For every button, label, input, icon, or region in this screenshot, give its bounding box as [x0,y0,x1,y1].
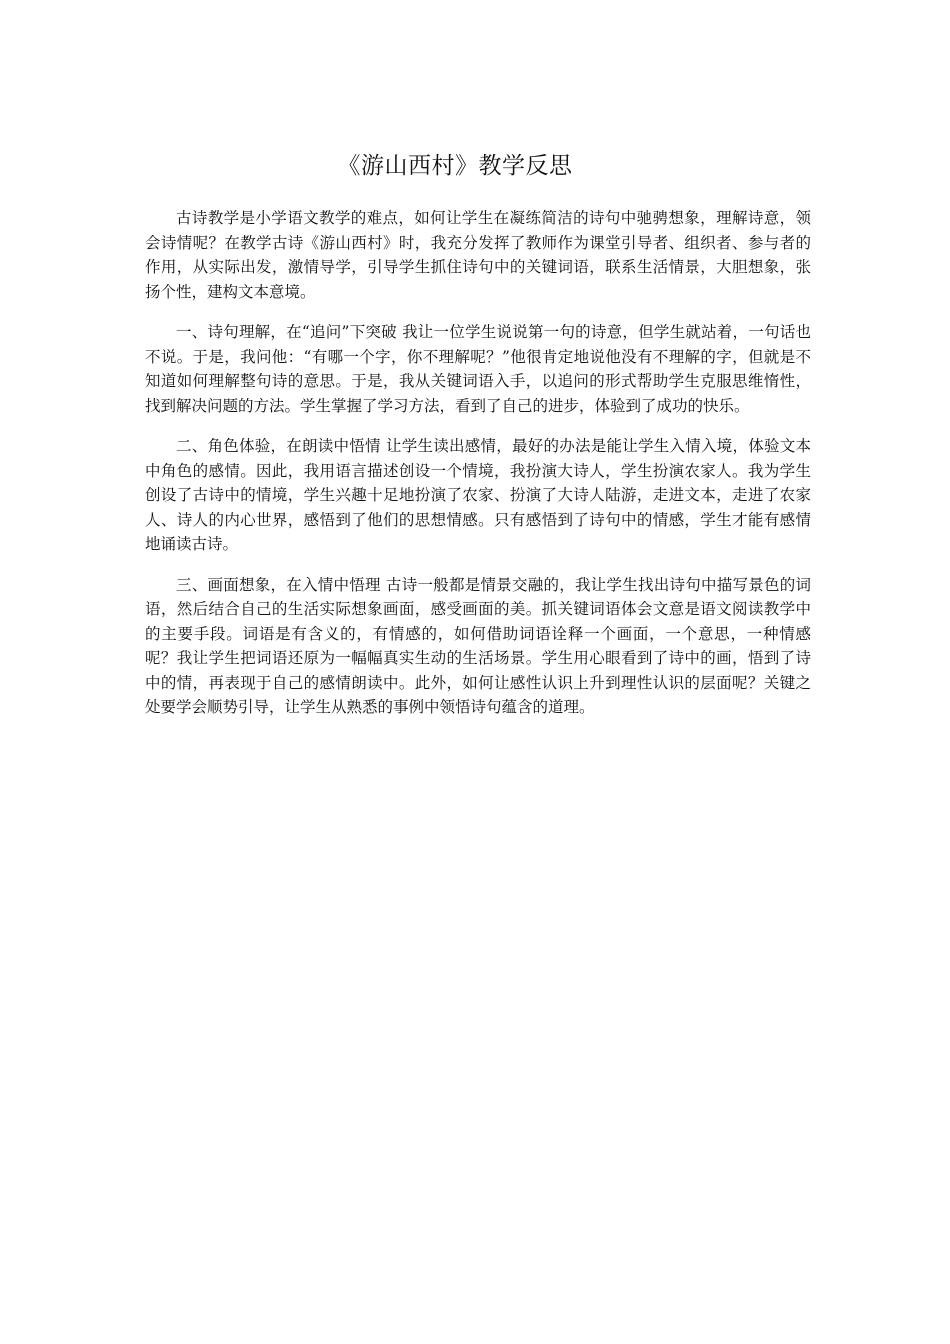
paragraph-section-1: 一、诗句理解，在“追问”下突破 我让一位学生说说第一句的诗意，但学生就站着，一句话也不说。于是，我问他：“有哪一个字，你不理解呢？”他很肯定地说他没有不理解的字，但就是不知道如何理解整句诗的意思。于是，我从关键词语入手，以追问的形式帮助学生克服思维惰性，找到解决问题的方法。学生掌握了学习方法，看到了自己的进步，体验到了成功的快乐。 [145,323,811,415]
paragraph-intro: 古诗教学是小学语文教学的难点，如何让学生在凝练简洁的诗句中驰骋想象，理解诗意，领会诗情呢？在教学古诗《游山西村》时，我充分发挥了教师作为课堂引导者、组织者、参与者的作用，从实际出发，激情导学，引导学生抓住诗句中的关键词语，联系生活情景，大胆想象，张扬个性，建构文本意境。 [145,209,811,301]
paragraph-section-3: 三、画面想象，在入情中悟理 古诗一般都是情景交融的，我让学生找出诗句中描写景色的词语，然后结合自己的生活实际想象画面，感受画面的美。抓关键词语体会文意是语文阅读教学中的主要手段。词语是有含义的，有情感的，如何借助词语诠释一个画面，一个意思，一种情感呢？我让学生把词语还原为一幅幅真实生动的生活场景。学生用心眼看到了诗中的画，悟到了诗中的情，再表现于自己的感情朗读中。此外，如何让感性认识上升到理性认识的层面呢？关键之处要学会顺势引导，让学生从熟悉的事例中领悟诗句蕴含的道理。 [145,575,811,716]
document-title: 《游山西村》教学反思 [337,153,573,179]
paragraph-section-2: 二、角色体验，在朗读中悟情 让学生读出感情，最好的办法是能让学生入情入境，体验文本中角色的感情。因此，我用语言描述创设一个情境，我扮演大诗人，学生扮演农家人。我为学生创设了古诗中的情境，学生兴趣十足地扮演了农家、扮演了大诗人陆游，走进文本，走进了农家人、诗人的内心世界，感悟到了他们的思想情感。只有感悟到了诗句中的情感，学生才能有感情地诵读古诗。 [145,437,811,553]
document-body [145,206,811,736]
